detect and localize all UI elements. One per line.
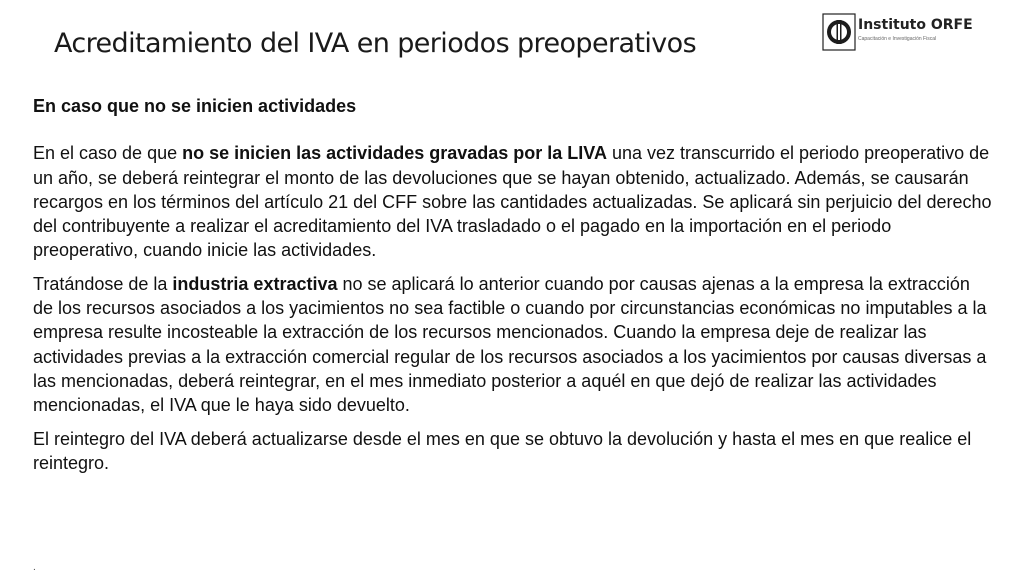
orfe-logo-icon (822, 13, 856, 51)
trailing-mark: . (33, 562, 36, 573)
paragraph-emphasis: no se inicien las actividades gravadas por la LIVA (182, 143, 607, 164)
logo-name: Instituto ORFE (858, 17, 973, 33)
paragraph-no-activities (33, 141, 993, 262)
slide-content (33, 94, 993, 484)
institute-logo (822, 13, 982, 51)
paragraph-reintegration: El reintegro del IVA deberá actualizarse desde el mes en que se obtuvo la devolución y hasta el mes en que realice el reintegro. (33, 428, 972, 473)
paragraph-text: una vez transcurrido el periodo preoperativo de un año, se deberá reintegrar el monto de las devoluciones que se hayan obtenido, actualizado. Además, se causarán recargos en los términos del artículo 21 del CFF sobre las cantidades actualizadas. Se aplicará sin perjuicio del derecho del contribuyente a realizar el acreditamiento del IVA trasladado o el pagado en la importación en el periodo preoperativo, cuando inicie las actividades. (33, 143, 992, 261)
paragraph-extractive-industry (33, 272, 993, 418)
logo-tagline: Capacitación e Investigación Fiscal (858, 36, 937, 42)
paragraph-emphasis: industria extractiva (172, 273, 338, 294)
paragraph-text: En el caso de que (33, 143, 183, 164)
paragraph-text: Tratándose de la (33, 273, 173, 294)
section-subheading: En caso que no se inicien actividades (33, 96, 357, 116)
paragraph-text: no se aplicará lo anterior cuando por causas ajenas a la empresa la extracción de los recursos asociados a los yacimientos no sea factible o cuando por circunstancias económicas no imputables a la empresa resulte incosteable la extracción de los recursos mencionados. Cuando la empresa deje de realizar las actividades previas a la extracción comercial regular de los recursos asociados a los yacimientos por causas diversas a las mencionadas, deberá reintegrar, en el mes inmediato posterior a aquél en que dejó de realizar las actividades mencionadas, el IVA que le haya sido devuelto. (33, 273, 987, 416)
slide-title: Acreditamiento del IVA en periodos preoperativos (54, 28, 697, 59)
